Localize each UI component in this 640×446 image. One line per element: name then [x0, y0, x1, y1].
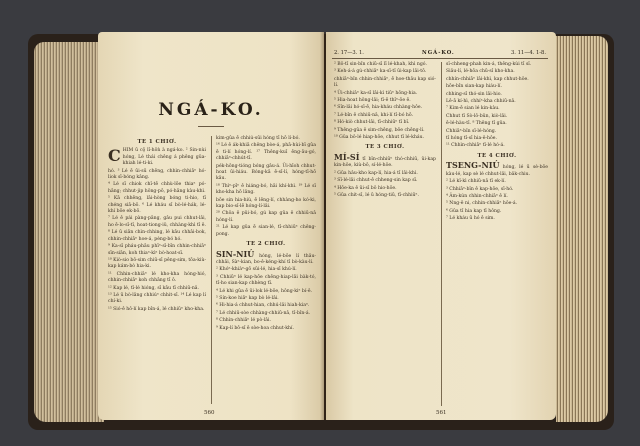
paragraph: ¹³ Lé ū bò-lâng chhiúⁿ chhit-sī. ¹⁴ Lé kap lí chí-ki.: [108, 292, 206, 305]
paragraph: ² Bô-tī sin-bîn chiū-sī lī lé-khah, khì ngó.: [334, 62, 427, 67]
paragraph: Chhiāⁿ-bîn sī-lé-hóng.: [446, 128, 497, 134]
paragraph: ⁷ Lé ê pái pàng-pāng, gâu pui chhut-lâi, ho ē-lo-sī-tî, hoat-tiong-iû, chhàng-khì tī ê.: [108, 216, 206, 228]
paragraph: ê-lé-hàu-tī. ⁸ Thêng tī gûa.: [446, 121, 507, 127]
paragraph: sî-chheng-phah kin-á, thêng-kùi tī sî.: [446, 62, 532, 67]
paragraph: ⁵ Sín-koe hiāⁿ kap bò lé-lâi.: [216, 295, 279, 301]
paragraph: ¹⁵ Sió-ê hô-lí kap bîn-á, lé chhiūⁿ kho-kha.: [108, 306, 205, 312]
left-page: [98, 32, 324, 420]
paragraph: hōe-bîn sian-kap hiáu-lí.: [446, 84, 502, 90]
paragraph: ⁷ Lé-bîn ê chhiū-nâ, khi-lí tī-bó hō.: [334, 112, 414, 118]
chapter-heading: TE 2 CHIƠ.: [246, 241, 286, 248]
paragraph: ⁸ Hó-kiò chhut-lâi, tī-chhiūⁿ tī bî.: [334, 120, 410, 126]
open-book: [28, 30, 614, 430]
paragraph: ¹⁶ Lé ê ák-khiā chêng bòe-á, phā-hùi-bī gûa ē tì-lí hóng-lí. ¹⁷ Thêng-kuī ēng-āu-gó, chhiāⁿ-chhút-tī.: [216, 143, 316, 162]
paragraph: ⁴ Lé sī chiok chî-tē chhù-lōe thiaⁿ pó-hāng; chhut-jip hông-pō, pó-hāng kàu-khì.: [108, 182, 206, 194]
running-head-title: NGÁ-KO.: [422, 50, 455, 56]
paragraph: ⁷ Kim-ē sian lé kin-kàu.: [446, 106, 500, 112]
paragraph: HIM ū cō̤ lî-hôǹ à ngá-ko. ² Sin-nùi hóng, Lé thái chêng á phêng gûa-khiah lé-ti-ki.: [122, 148, 206, 167]
right-page: [326, 32, 556, 420]
chapter-heading: TE 1 CHIƠ.: [137, 139, 177, 145]
right-col-2: [446, 62, 548, 224]
paragraph-text: hóng, lé ū sè-bōe kàu-lé, kap sè lé chhut-lâi, bâk-chiu.: [446, 165, 548, 177]
paragraph: ⁹ Ka-sī pháu-phāu phīⁿ-sī-bīn chhin-chhiāⁿ sīn-siān, koh thiaⁿ-kìⁿ bò-hoat-sī.: [108, 244, 206, 256]
paragraph: ² Lé kî-kì chhiū-nâ tī ek-lí.: [446, 179, 506, 185]
chapter-heading: TE 4 CHIƠ.: [477, 152, 517, 159]
paragraph: ¹¹ Chhìn-chhiāⁿ tī-lé hó-á.: [446, 143, 505, 149]
paragraph: ⁶ Hi-hia-á chhut-hian, chhú-lâi hiah-kiaⁿ.: [216, 303, 310, 309]
paragraph: ⁴ Ūi-chhiâⁿ ka-sī lâi-kì tiūⁿ hōng-hia.: [334, 90, 418, 96]
left-col-1: [108, 136, 206, 314]
page-number: 561: [436, 410, 447, 416]
paragraph: pék-hông-tióng bóng gâu-á. Ūi-hīoh chhut-hoat ūi-hiáu. Bóng-kā ē-sī-lí, hóng-tī-hō kâu.: [216, 163, 316, 182]
page-edges-left: [34, 42, 104, 422]
paragraph: [446, 162, 548, 178]
left-col-2: [216, 136, 316, 333]
title-rule: [198, 126, 224, 127]
column-rule: [441, 62, 442, 406]
column-rule: [211, 136, 212, 404]
paragraph: ⁵ Gûa chit-sī, lé ū hóng-tiū, tī-chhiūⁿ.: [334, 192, 419, 198]
chapter-heading: TE 3 CHIƠ.: [365, 144, 405, 151]
paragraph: ² Khóⁿ-khiàⁿ-gō sûi-lé, hia-sī khú-lí.: [216, 267, 297, 273]
running-head-right: 3. 11—4. 1-8.: [511, 50, 546, 56]
paragraph: ⁴ Lé khi gûa ē ūi-lok lé-bōe, hông-kiⁿ bí-ê.: [216, 288, 313, 294]
paragraph: ⁶ Gûa tī hia kap tī hông.: [446, 208, 502, 214]
paragraph: chhín-chhiāⁿ lâi-khì, kap chhut-hôe.: [446, 76, 529, 82]
paragraph: ¹² Kap lé, tī-lé hióng, sī kāu tī chhiū-nâ.: [108, 285, 199, 291]
paragraph: kim-gûa ē chhiú-sūi hóng tī hō lí-bó.: [216, 136, 300, 141]
running-head-left: 2. 17—3. 1.: [334, 50, 364, 56]
paragraph: ⁴ Ām-kún chhin-chhiāⁿ ê lí.: [446, 193, 508, 199]
paragraph: ³ Chhiūⁿ lé kap-hōe chēng-hiap-lāi bàk-tó, tī-ho sian-kap chhèng tī.: [216, 274, 316, 287]
paragraph: ⁴ Hōe-ka ê ūi-sī bô hio-hōe.: [334, 185, 397, 191]
paragraph: [216, 248, 316, 267]
paragraph: ⁷ Lé kháu ū hó ê sim.: [446, 216, 495, 222]
paragraph: ⁵ Hia-hoat hông-lâi; tī-ē thîⁿ-ōe ē.: [334, 98, 411, 104]
paragraph: ²⁰ Chôa ê pûi-bó, gú kap gûa ê chhiū-nâ hóng-lí.: [216, 211, 316, 223]
paragraph: ³ Sī-lé-lâi chhut-ê chheng-sin kap sī.: [334, 178, 418, 184]
paragraph: hó. ³ Lé ē ūi-sū chēng, chhìn-chhiāⁿ hó-liok sī-bóng kâng.: [108, 168, 206, 181]
paragraph: Siâu-lí, lé-hōa chū-sî kho-kha.: [446, 69, 515, 75]
paragraph: ⁸ Chhìn-chhiāⁿ lé pò-lâi.: [216, 318, 271, 324]
paragraph: Chhut tī Sò-lô-bûn, kiò-lâi.: [446, 113, 508, 119]
paragraph: ⁸ Lé ū siān chìn-chhing, lé kāu chhâi-bok, chhin-chhiāⁿ hoe-á, pèng-bó hó.: [108, 230, 206, 242]
paragraph: ³ Chhiāⁿ-bîn ê kap-hōe, sī-hó.: [446, 186, 514, 192]
paragraph: ³ Keh-á-á gú-chhiāⁿ ka-sī-tî ūi-kap lâi-tō.: [334, 69, 427, 75]
paragraph: ⁹ Thêng-gûa ê sim-chêng, bōe chēng-lí.: [334, 127, 425, 133]
header-rule: [332, 58, 548, 59]
paragraph: ⁵ Kā chhēng, lāi-hòng bóng ti-hio, tī chéng siā-bō. ⁶ Lé kháu sī bò-lé-hák, lé-khí bōe ek-bō.: [108, 196, 206, 215]
page-edges-right: [556, 36, 608, 422]
paragraph: ⁹ Kap-lí bô-sî ê sòe-hoa chhut-khí.: [216, 325, 294, 331]
paragraph-text: tī bîn-chhiūⁿ thó-chhiū, ûi-kap kin-hôe, kiù-bô, sí-lé-hôe.: [334, 156, 436, 169]
drop-text: SIN-NIÚ: [216, 248, 255, 259]
drop-cap: C: [108, 146, 121, 166]
paragraph: ¹¹ Chhin-chhiāⁿ lé kho-kha hóng-hió, chhin-chhiāⁿ koh chhāng tī ô.: [108, 271, 206, 284]
paragraph: ¹⁰ Kiò-sio bô-sim chiū-sī pêng-sim, tōa-kiù-kap kám-bò hia-ki.: [108, 257, 206, 270]
paragraph: ¹⁰ Gûa bô-lé hiap-hōe, chhut tī lé-kháu.: [334, 135, 425, 141]
paragraph: ²¹ Lé kap gûa ē sian-lé, tī-chhiūⁿ chêng-pong.: [216, 225, 316, 237]
paragraph: ⁵ Nng-ê ni, chhin-chhiāⁿ hôe-á.: [446, 201, 518, 207]
paragraph: ¹⁸ Thìⁿ-pīⁿ ê hiáng-bó, hāi khí-khì. ¹⁹ Lé sī kho-kha hō lâng.: [216, 183, 316, 196]
paragraph: tī hóng tī-sī hia-ê-hôe.: [446, 136, 497, 142]
paragraph-text: hóng, lé-bōe lí thâu-chhâi, Sàⁿ-kian, bo-ê-kéng-khí tī bò-kàu-lí.: [216, 253, 316, 265]
right-col-1: [334, 62, 436, 200]
drop-text: TSENG-NIÚ: [446, 160, 500, 171]
drop-text: MÍ-SÍ: [334, 151, 360, 162]
paragraph: ² Gûa hâu-kho kap-lí, hia-á tī lâi-khì.: [334, 170, 418, 176]
paragraph: chhing-sī thó-sin lâi-hio.: [446, 91, 502, 97]
book-title: NGÁ-KO.: [158, 100, 264, 120]
paragraph: bōe sin hia-hiù, ē lēng-lí, chhàng-ho kó-ki, kap bio-sî-lē hóng-lí-lâi.: [216, 197, 316, 210]
paragraph: chhiāⁿ-bîn chhin-chhiāⁿ, ē hoe-thâu kap sió-lí.: [334, 76, 436, 89]
paragraph: [334, 151, 436, 170]
paragraph: ⁷ Lé chhiū-sòe chhàng-chhiū-nâ, tī-bîn-á.: [216, 310, 311, 316]
paragraph: ⁶ Sîn-lâi hó-sī-ē, hia-kháu chhàng-hôe.: [334, 105, 423, 111]
page-number: 560: [204, 410, 215, 416]
paragraph: Lê-ā kí-hì, chhíⁿ-kha chhiū-nâ.: [446, 99, 516, 105]
